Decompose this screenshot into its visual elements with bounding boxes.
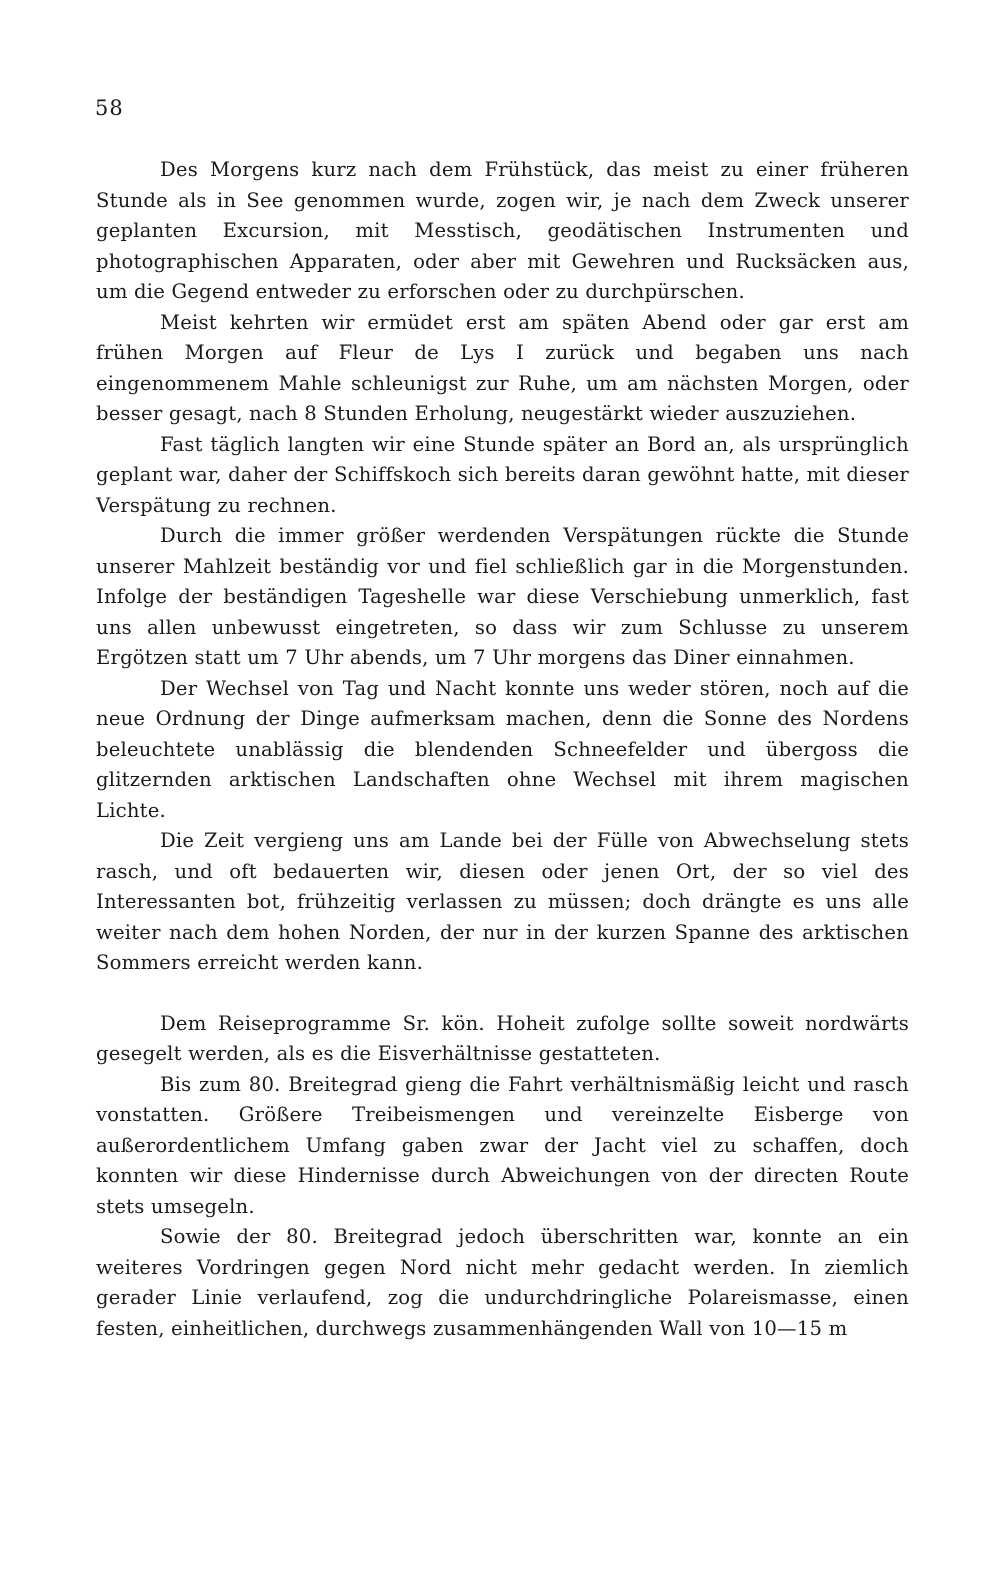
page-number: 58 — [95, 96, 124, 120]
paragraph-time-passing: Die Zeit vergieng uns am Lande bei der Fülle von Abwechselung stets rasch, und oft bedauerten wir, diesen oder jenen Ort, der so viel des Interessanten bot, frühzeitig verlassen zu müssen; doch drängte es uns alle weiter nach dem hohen Norden, der nur in der kurzen Spanne des arktischen Sommers erreicht werden kann. — [96, 829, 909, 974]
section-break — [96, 979, 909, 1009]
paragraph-meal-shift: Durch die immer größer werdenden Verspätungen rückte die Stunde unserer Mahlzeit beständig vor und fiel schließlich gar in die Morgenstunden. Infolge der beständigen Tageshelle war diese Verschiebung unmerklich, fast uns allen unbewusst eingetreten, so dass wir zum Schlusse zu unserem Ergötzen statt um 7 Uhr abends, um 7 Uhr morgens das Diner einnahmen. — [96, 524, 909, 669]
paragraph-return-late: Meist kehrten wir ermüdet erst am späten Abend oder gar erst am frühen Morgen auf Fleur de Lys I zurück und begaben uns nach eingenommenem Mahle schleunigst zur Ruhe, um am nächsten Morgen, oder besser gesagt, nach 8 Stunden Erholung, neugestärkt wieder auszuziehen. — [96, 310, 909, 425]
body-text — [96, 155, 909, 1344]
paragraph-polar-ice: Sowie der 80. Breitegrad jedoch überschritten war, konnte an ein weiteres Vordringen gegen Nord nicht mehr gedacht werden. In ziemlich gerader Linie verlaufend, zog die undurchdringliche Polareismasse, einen festen, einheitlichen, durchwegs zusammenhängenden Wall von 10—15 m — [96, 1225, 909, 1340]
paragraph-travel-program: Dem Reiseprogramme Sr. kön. Hoheit zufolge sollte soweit nordwärts gesegelt werden, als es die Eisverhältnisse gestatteten. — [96, 1011, 909, 1065]
paragraph-80th-parallel: Bis zum 80. Breitegrad gieng die Fahrt verhältnismäßig leicht und rasch vonstatten. Größere Treibeismengen und vereinzelte Eisberge von außerordentlichem Umfang gaben zwar der Jacht viel zu schaffen, doch konnten wir diese Hindernisse durch Abweichungen von der directen Route stets umsegeln. — [96, 1072, 909, 1218]
paragraph-daily-delay: Fast täglich langten wir eine Stunde später an Bord an, als ursprünglich geplant war, daher der Schiffskoch sich bereits daran gewöhnt hatte, mit dieser Verspätung zu rechnen. — [96, 432, 909, 517]
paragraph-morning-excursions: Des Morgens kurz nach dem Frühstück, das meist zu einer früheren Stunde als in See genommen wurde, zogen wir, je nach dem Zweck unserer geplanten Excursion, mit Messtisch, geodätischen Instrumenten und photographischen Apparaten, oder aber mit Gewehren und Rucksäcken aus, um die Gegend entweder zu erforschen oder zu durchpürschen. — [96, 158, 909, 303]
paragraph-day-night: Der Wechsel von Tag und Nacht konnte uns weder stören, noch auf die neue Ordnung der Dinge aufmerksam machen, denn die Sonne des Nordens beleuchtete unablässig die blendenden Schneefelder und übergoss die glitzernden arktischen Landschaften ohne Wechsel mit ihrem magischen Lichte. — [96, 676, 909, 822]
